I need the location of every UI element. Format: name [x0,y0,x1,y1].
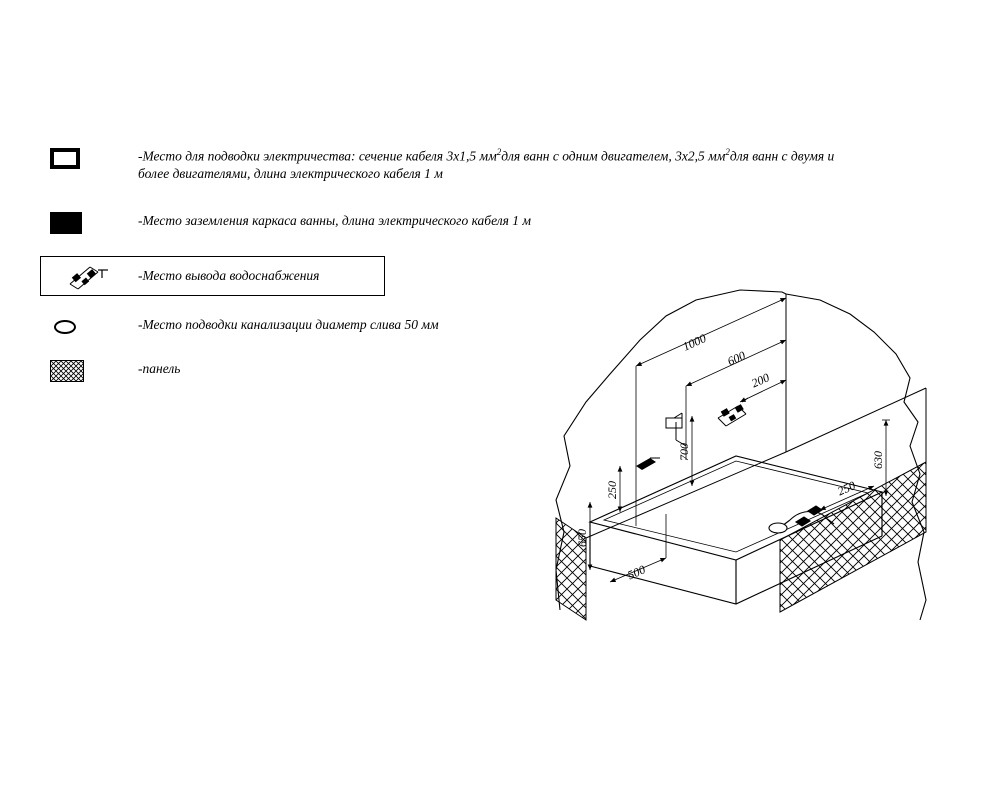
water-outlet-point [718,398,748,426]
dim-label-250-right: 250 [835,478,858,499]
legend-item-grounding [40,208,970,242]
dim-label-630: 630 [871,451,885,469]
bathtub-isometric-drawing [490,270,990,670]
legend-electricity-sup2: 2 [725,147,730,157]
dim-label-500: 500 [625,562,648,583]
legend-electricity-sup1: 2 [496,147,502,157]
legend-item-panel-label: -панель [138,361,181,376]
dim-label-600: 600 [725,348,748,369]
open-rectangle-icon [50,148,80,169]
ellipse-icon [54,320,76,334]
dim-label-700: 700 [677,443,691,461]
dim-label-200: 200 [749,370,772,391]
dim-label-650: 650 [575,529,589,547]
legend-item-grounding-label: -Место заземления каркаса ванны, длина электрического кабеля 1 м [138,213,532,228]
electric-point [666,413,682,428]
legend-item-sewage-label: -Место подводки канализации диаметр слива 50 мм [138,317,439,332]
legend-item-electricity [40,140,970,184]
dim-label-1000: 1000 [680,331,709,354]
dim-label-250-left: 250 [605,481,619,499]
filled-rectangle-icon [50,212,82,234]
hatch-icon [50,360,84,382]
faucet-icon [68,264,112,290]
legend-item-water-supply-label: -Место вывода водоснабжения [138,268,320,283]
legend-electricity-line1-a: -Место для подводки электричества: сечение кабеля 3х1,5 мм [138,148,497,164]
legend-item-electricity-label [138,144,834,182]
legend-electricity-line1-b: для ванн с одним двигателем, 3х2,5 мм [501,148,726,164]
legend-electricity-line2: более двигателями, длина электрического кабеля 1 м [138,165,443,181]
legend-electricity-line1-c: для ванн с двумя и [729,148,835,164]
grounding-point [636,458,660,470]
